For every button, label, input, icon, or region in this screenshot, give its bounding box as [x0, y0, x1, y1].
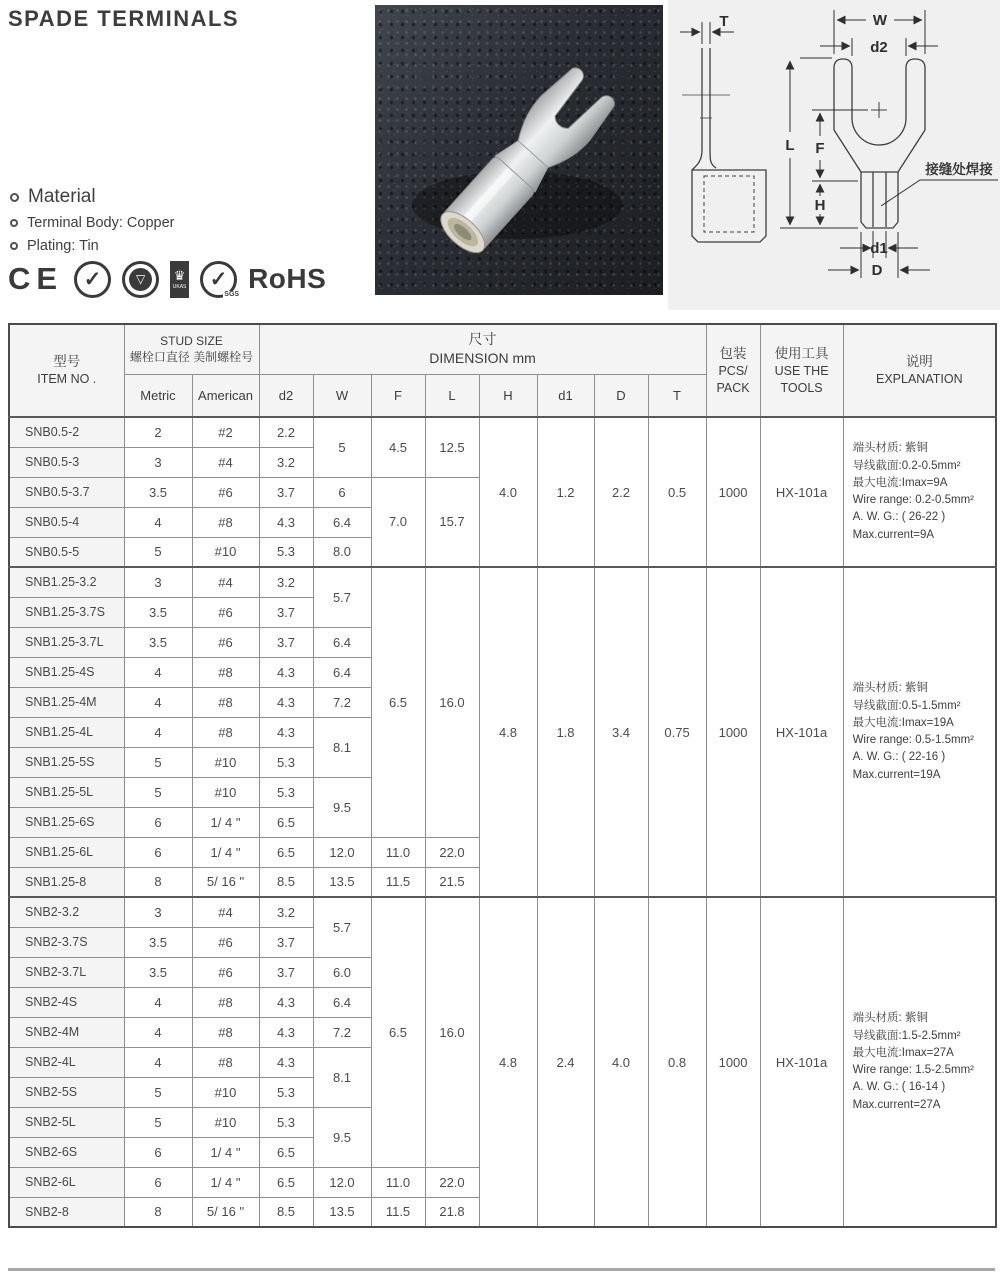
cell-num: 22.0	[425, 1167, 479, 1197]
cell-num: 5	[124, 537, 192, 567]
cell-num: #6	[192, 627, 259, 657]
cell-num: 4.0	[479, 417, 537, 567]
cell-num: #8	[192, 507, 259, 537]
cell-num: #8	[192, 1047, 259, 1077]
cell-num: HX-101a	[760, 897, 843, 1227]
cell-num: 6.0	[313, 957, 371, 987]
cell-item: SNB2-6S	[9, 1137, 124, 1167]
cell-num: 5	[124, 777, 192, 807]
cell-num: 5.7	[313, 567, 371, 627]
bottom-divider	[8, 1268, 995, 1271]
material-item: Terminal Body: Copper	[27, 215, 175, 231]
cell-item: SNB2-4M	[9, 1017, 124, 1047]
cell-item: SNB0.5-2	[9, 417, 124, 447]
cell-num: 4	[124, 1017, 192, 1047]
cell-num: 4.3	[259, 507, 313, 537]
cell-item: SNB2-5L	[9, 1107, 124, 1137]
cell-item: SNB0.5-3	[9, 447, 124, 477]
dim-label-W: W	[872, 12, 888, 29]
cell-num: 21.5	[425, 867, 479, 897]
cell-num: 6	[124, 807, 192, 837]
cell-num: 7.0	[371, 477, 425, 567]
cell-num: 8	[124, 1197, 192, 1227]
cell-num: #10	[192, 777, 259, 807]
cell-num: 6.5	[259, 837, 313, 867]
ukas-mark-icon: ♛ UKAS	[170, 261, 189, 298]
cell-num: 6.5	[259, 807, 313, 837]
cell-num: #10	[192, 1107, 259, 1137]
cell-num: 8	[124, 867, 192, 897]
cell-num: 6.4	[313, 627, 371, 657]
spade-terminal-image	[375, 5, 663, 295]
sgs-badge-icon: ✓ SGS	[200, 261, 237, 298]
cell-num: HX-101a	[760, 417, 843, 567]
cell-num: 8.1	[313, 1047, 371, 1107]
cell-num: 1.2	[537, 417, 594, 567]
cell-item: SNB1.25-3.7S	[9, 597, 124, 627]
cell-item: SNB2-3.7S	[9, 927, 124, 957]
cell-num: 4.3	[259, 987, 313, 1017]
col-header-d1: d1	[537, 374, 594, 417]
cell-num: 4.3	[259, 717, 313, 747]
cell-item: SNB2-8	[9, 1197, 124, 1227]
cell-num: 11.5	[371, 867, 425, 897]
cell-num: 6.5	[259, 1167, 313, 1197]
dim-label-F: F	[815, 140, 825, 157]
cell-num: 3.7	[259, 957, 313, 987]
cell-num: 6	[124, 837, 192, 867]
cell-num: 6.5	[371, 567, 425, 837]
cell-num: 3	[124, 447, 192, 477]
material-heading-row	[10, 186, 175, 208]
cell-num: 11.0	[371, 1167, 425, 1197]
cell-num: 12.0	[313, 837, 371, 867]
ce-mark-icon: CE	[8, 261, 64, 296]
spec-table-body	[9, 417, 996, 1227]
dim-label-D: D	[871, 262, 883, 279]
cell-num: 5	[124, 747, 192, 777]
cell-item: SNB2-5S	[9, 1077, 124, 1107]
col-header-dimension: 尺寸 DIMENSION mm	[259, 324, 706, 374]
cell-num: 4.8	[479, 567, 537, 897]
col-header-american: American	[192, 374, 259, 417]
cell-item: SNB2-4L	[9, 1047, 124, 1077]
bullet-ring-icon	[10, 219, 18, 227]
col-header-pack: 包装 PCS/ PACK	[706, 324, 760, 417]
cell-num: 6.4	[313, 987, 371, 1017]
cell-num: 4.8	[479, 897, 537, 1227]
cell-num: 12.0	[313, 1167, 371, 1197]
cell-num: 5.3	[259, 1077, 313, 1107]
cell-num: 3.5	[124, 477, 192, 507]
cell-num: 4.5	[371, 417, 425, 477]
bullet-ring-icon	[10, 193, 19, 202]
cell-item: SNB0.5-4	[9, 507, 124, 537]
cell-num: #6	[192, 927, 259, 957]
certification-logos	[8, 256, 326, 302]
cell-item: SNB2-3.7L	[9, 957, 124, 987]
cell-num: 1000	[706, 567, 760, 897]
table-row	[9, 897, 996, 927]
col-header-explanation: 说明 EXPLANATION	[843, 324, 996, 417]
col-header-t: T	[648, 374, 706, 417]
cell-num: 3.7	[259, 477, 313, 507]
cell-num: 4	[124, 987, 192, 1017]
table-row	[9, 417, 996, 447]
cell-item: SNB1.25-3.2	[9, 567, 124, 597]
cell-num: 9.5	[313, 1107, 371, 1167]
dimension-diagram	[668, 0, 1000, 310]
cell-num: 4	[124, 687, 192, 717]
cell-num: 1/ 4 "	[192, 807, 259, 837]
cell-num: 0.75	[648, 567, 706, 897]
cell-num: 8.1	[313, 717, 371, 777]
cell-num: 22.0	[425, 837, 479, 867]
product-photo	[375, 5, 663, 295]
cell-num: 8.5	[259, 867, 313, 897]
cell-num: 4	[124, 657, 192, 687]
cell-item: SNB1.25-8	[9, 867, 124, 897]
cell-num: 3.2	[259, 567, 313, 597]
bullet-ring-icon	[10, 242, 18, 250]
cell-num: 16.0	[425, 897, 479, 1167]
cell-num: #8	[192, 687, 259, 717]
col-header-h: H	[479, 374, 537, 417]
cell-num: 3.7	[259, 927, 313, 957]
material-heading: Material	[28, 186, 96, 207]
col-header-f: F	[371, 374, 425, 417]
cell-num: 3.2	[259, 447, 313, 477]
cell-num: 13.5	[313, 867, 371, 897]
cell-item: SNB2-3.2	[9, 897, 124, 927]
col-header-l: L	[425, 374, 479, 417]
cell-num: 6.4	[313, 507, 371, 537]
cell-num: 1000	[706, 417, 760, 567]
header-row-top	[9, 324, 996, 374]
cell-num: 5	[124, 1107, 192, 1137]
cell-num: 5	[124, 1077, 192, 1107]
dim-label-d2: d2	[870, 39, 888, 56]
cell-num: #8	[192, 1017, 259, 1047]
cell-num: 5.3	[259, 747, 313, 777]
cell-num: 4.3	[259, 657, 313, 687]
cell-num: 6.5	[371, 897, 425, 1167]
cell-num: 1/ 4 "	[192, 837, 259, 867]
cell-num: 2.2	[594, 417, 648, 567]
cell-num: 4.0	[594, 897, 648, 1227]
cell-num: 5/ 16 "	[192, 867, 259, 897]
cell-num: 3.7	[259, 627, 313, 657]
cell-num: 6	[313, 477, 371, 507]
dim-label-L: L	[785, 137, 795, 154]
cell-num: 6.5	[259, 1137, 313, 1167]
cell-num: 4	[124, 1047, 192, 1077]
col-header-item: 型号 ITEM NO .	[9, 324, 124, 417]
cell-item: SNB0.5-3.7	[9, 477, 124, 507]
cell-item: SNB1.25-3.7L	[9, 627, 124, 657]
cell-num: 16.0	[425, 567, 479, 837]
cell-num: 13.5	[313, 1197, 371, 1227]
cell-item: SNB2-6L	[9, 1167, 124, 1197]
cell-num: 3.5	[124, 627, 192, 657]
cell-num: 5.3	[259, 1107, 313, 1137]
page-title: SPADE TERMINALS	[8, 6, 240, 31]
cell-item: SNB1.25-4L	[9, 717, 124, 747]
rohs-label: RoHS	[248, 263, 327, 294]
col-header-stud-size: STUD SIZE 螺栓口直径 美制螺栓号	[124, 324, 259, 374]
cell-num: 5/ 16 "	[192, 1197, 259, 1227]
cell-num: 3.2	[259, 897, 313, 927]
cell-expl: 端头材质: 紫铜 导线截面:0.5-1.5mm² 最大电流:Imax=19A Wire range: 0.5-1.5mm² A. W. G.: ( 22-16 ) Max.current=19A	[843, 567, 996, 897]
cell-num: #4	[192, 897, 259, 927]
dim-label-T: T	[719, 13, 729, 30]
cell-num: 8.5	[259, 1197, 313, 1227]
weee-badge-icon: ✓	[74, 261, 111, 298]
cell-item: SNB1.25-6S	[9, 807, 124, 837]
cell-num: 6	[124, 1137, 192, 1167]
cell-expl: 端头材质: 紫铜 导线截面:0.2-0.5mm² 最大电流:Imax=9A Wire range: 0.2-0.5mm² A. W. G.: ( 26-22 ) Max.current=9A	[843, 417, 996, 567]
cell-num: 5.7	[313, 897, 371, 957]
cell-num: #4	[192, 447, 259, 477]
dim-label-d1: d1	[870, 240, 888, 257]
cell-num: 4.3	[259, 687, 313, 717]
col-header-tools: 使用工具 USE THE TOOLS	[760, 324, 843, 417]
cell-item: SNB1.25-6L	[9, 837, 124, 867]
cell-num: #8	[192, 657, 259, 687]
cell-num: 4.3	[259, 1047, 313, 1077]
cell-expl: 端头材质: 紫铜 导线截面:1.5-2.5mm² 最大电流:Imax=27A Wire range: 1.5-2.5mm² A. W. G.: ( 16-14 ) Max.current=27A	[843, 897, 996, 1227]
cell-num: 3.5	[124, 597, 192, 627]
cell-num: 5	[313, 417, 371, 477]
cell-num: 15.7	[425, 477, 479, 567]
cell-item: SNB2-4S	[9, 987, 124, 1017]
col-header-metric: Metric	[124, 374, 192, 417]
cell-num: #2	[192, 417, 259, 447]
table-row	[9, 567, 996, 597]
cell-num: 1/ 4 "	[192, 1137, 259, 1167]
dim-label-H: H	[814, 197, 826, 214]
spec-table	[8, 323, 997, 1228]
cell-num: 11.0	[371, 837, 425, 867]
cell-num: 1000	[706, 897, 760, 1227]
cell-num: 0.5	[648, 417, 706, 567]
cell-num: #10	[192, 537, 259, 567]
cell-num: 1/ 4 "	[192, 1167, 259, 1197]
cell-num: 3.5	[124, 927, 192, 957]
cell-num: #6	[192, 477, 259, 507]
material-item-row	[10, 238, 175, 254]
material-section	[10, 186, 175, 261]
cell-num: 3.4	[594, 567, 648, 897]
cell-num: 5.3	[259, 777, 313, 807]
cell-num: 2.4	[537, 897, 594, 1227]
cell-num: 9.5	[313, 777, 371, 837]
cell-num: 4	[124, 507, 192, 537]
cell-num: 12.5	[425, 417, 479, 477]
cell-num: 5.3	[259, 537, 313, 567]
col-header-w: W	[313, 374, 371, 417]
cell-num: HX-101a	[760, 567, 843, 897]
weld-seam-callout: 接缝处焊接	[925, 162, 993, 177]
cell-num: 4	[124, 717, 192, 747]
cell-item: SNB1.25-5L	[9, 777, 124, 807]
cell-num: 2	[124, 417, 192, 447]
cell-num: #6	[192, 957, 259, 987]
cell-item: SNB1.25-5S	[9, 747, 124, 777]
cell-num: 11.5	[371, 1197, 425, 1227]
cell-num: 3.5	[124, 957, 192, 987]
cell-num: 7.2	[313, 687, 371, 717]
cell-num: 3	[124, 567, 192, 597]
cell-num: #10	[192, 747, 259, 777]
col-header-d: D	[594, 374, 648, 417]
cell-num: #8	[192, 717, 259, 747]
cell-num: 7.2	[313, 1017, 371, 1047]
cell-num: 3.7	[259, 597, 313, 627]
cell-num: 21.8	[425, 1197, 479, 1227]
cell-item: SNB0.5-5	[9, 537, 124, 567]
cell-num: 6	[124, 1167, 192, 1197]
iso-badge-icon: ▽	[122, 261, 159, 298]
cell-num: 4.3	[259, 1017, 313, 1047]
cell-num: #8	[192, 987, 259, 1017]
cell-num: 6.4	[313, 657, 371, 687]
cell-num: #10	[192, 1077, 259, 1107]
material-item-row	[10, 215, 175, 231]
cell-num: 0.8	[648, 897, 706, 1227]
cell-num: #6	[192, 597, 259, 627]
cell-num: 8.0	[313, 537, 371, 567]
cell-num: 1.8	[537, 567, 594, 897]
cell-num: #4	[192, 567, 259, 597]
cell-item: SNB1.25-4S	[9, 657, 124, 687]
cell-num: 2.2	[259, 417, 313, 447]
cell-num: 3	[124, 897, 192, 927]
material-item: Plating: Tin	[27, 238, 99, 254]
col-header-d2: d2	[259, 374, 313, 417]
cell-item: SNB1.25-4M	[9, 687, 124, 717]
